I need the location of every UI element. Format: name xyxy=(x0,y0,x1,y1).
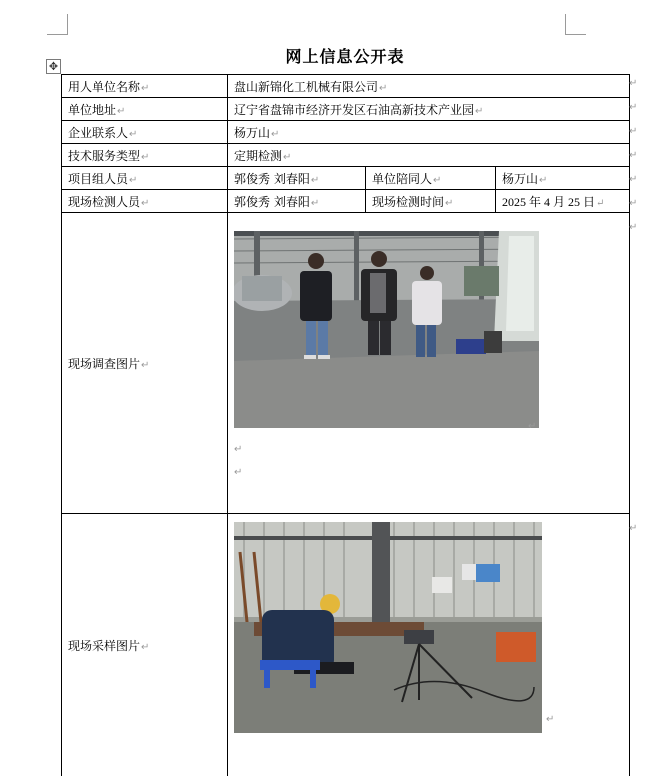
survey-photo-label: 现场调查图片↵ xyxy=(62,213,228,514)
page-title: 网上信息公开表 xyxy=(285,47,405,66)
onsite-detect-label: 现场检测人员↵ xyxy=(62,190,228,213)
row-end-mark-icon: ↵ xyxy=(629,102,638,113)
crop-mark-top-left xyxy=(47,14,68,35)
service-type-value[interactable]: 定期检测↵ xyxy=(228,144,630,167)
detect-time-value[interactable]: 2025 年 4 月 25 日↵ xyxy=(496,190,630,213)
paragraph-mark-icon: ↵ xyxy=(234,467,243,478)
row-end-mark-icon: ↵ xyxy=(629,222,638,233)
info-table xyxy=(61,74,630,776)
row-end-mark-icon: ↵ xyxy=(629,198,638,209)
paragraph-mark-icon: ↵ xyxy=(528,421,537,432)
project-team-label: 项目组人员↵ xyxy=(62,167,228,190)
project-team-value[interactable]: 郭俊秀 刘春阳↵ xyxy=(228,167,366,190)
address-value[interactable]: 辽宁省盘锦市经济开发区石油高新技术产业园↵ xyxy=(228,98,630,121)
table-row xyxy=(62,167,630,190)
table-row xyxy=(62,514,630,777)
end-of-row-marks xyxy=(629,0,643,780)
detect-time-label: 现场检测时间↵ xyxy=(366,190,496,213)
table-row xyxy=(62,190,630,213)
row-end-mark-icon: ↵ xyxy=(629,126,638,137)
sampling-photo-cell[interactable] xyxy=(228,514,630,777)
onsite-detect-value[interactable]: 郭俊秀 刘春阳↵ xyxy=(228,190,366,213)
row-end-mark-icon: ↵ xyxy=(629,150,638,161)
table-row xyxy=(62,121,630,144)
paragraph-mark-icon: ↵ xyxy=(234,444,243,455)
survey-photo-cell[interactable] xyxy=(228,213,630,514)
employer-name-label: 用人单位名称↵ xyxy=(62,75,228,98)
table-row xyxy=(62,213,630,514)
escort-label: 单位陪同人↵ xyxy=(366,167,496,190)
paragraph-mark-icon: ↵ xyxy=(546,714,555,725)
contact-label: 企业联系人↵ xyxy=(62,121,228,144)
row-end-mark-icon: ↵ xyxy=(629,523,638,534)
crop-mark-top-right xyxy=(565,14,586,35)
table-move-handle-icon[interactable]: ✥ xyxy=(46,59,61,74)
table-row xyxy=(62,75,630,98)
row-end-mark-icon: ↵ xyxy=(629,78,638,89)
escort-value[interactable]: 杨万山↵ xyxy=(496,167,630,190)
address-label: 单位地址↵ xyxy=(62,98,228,121)
contact-value[interactable]: 杨万山↵ xyxy=(228,121,630,144)
service-type-label: 技术服务类型↵ xyxy=(62,144,228,167)
employer-name-value[interactable]: 盘山新锦化工机械有限公司↵ xyxy=(228,75,630,98)
sampling-photo[interactable] xyxy=(234,522,542,733)
sampling-photo-label: 现场采样图片↵ xyxy=(62,514,228,777)
table-row xyxy=(62,98,630,121)
table-row xyxy=(62,144,630,167)
survey-photo[interactable] xyxy=(234,231,539,428)
row-end-mark-icon: ↵ xyxy=(629,174,638,185)
